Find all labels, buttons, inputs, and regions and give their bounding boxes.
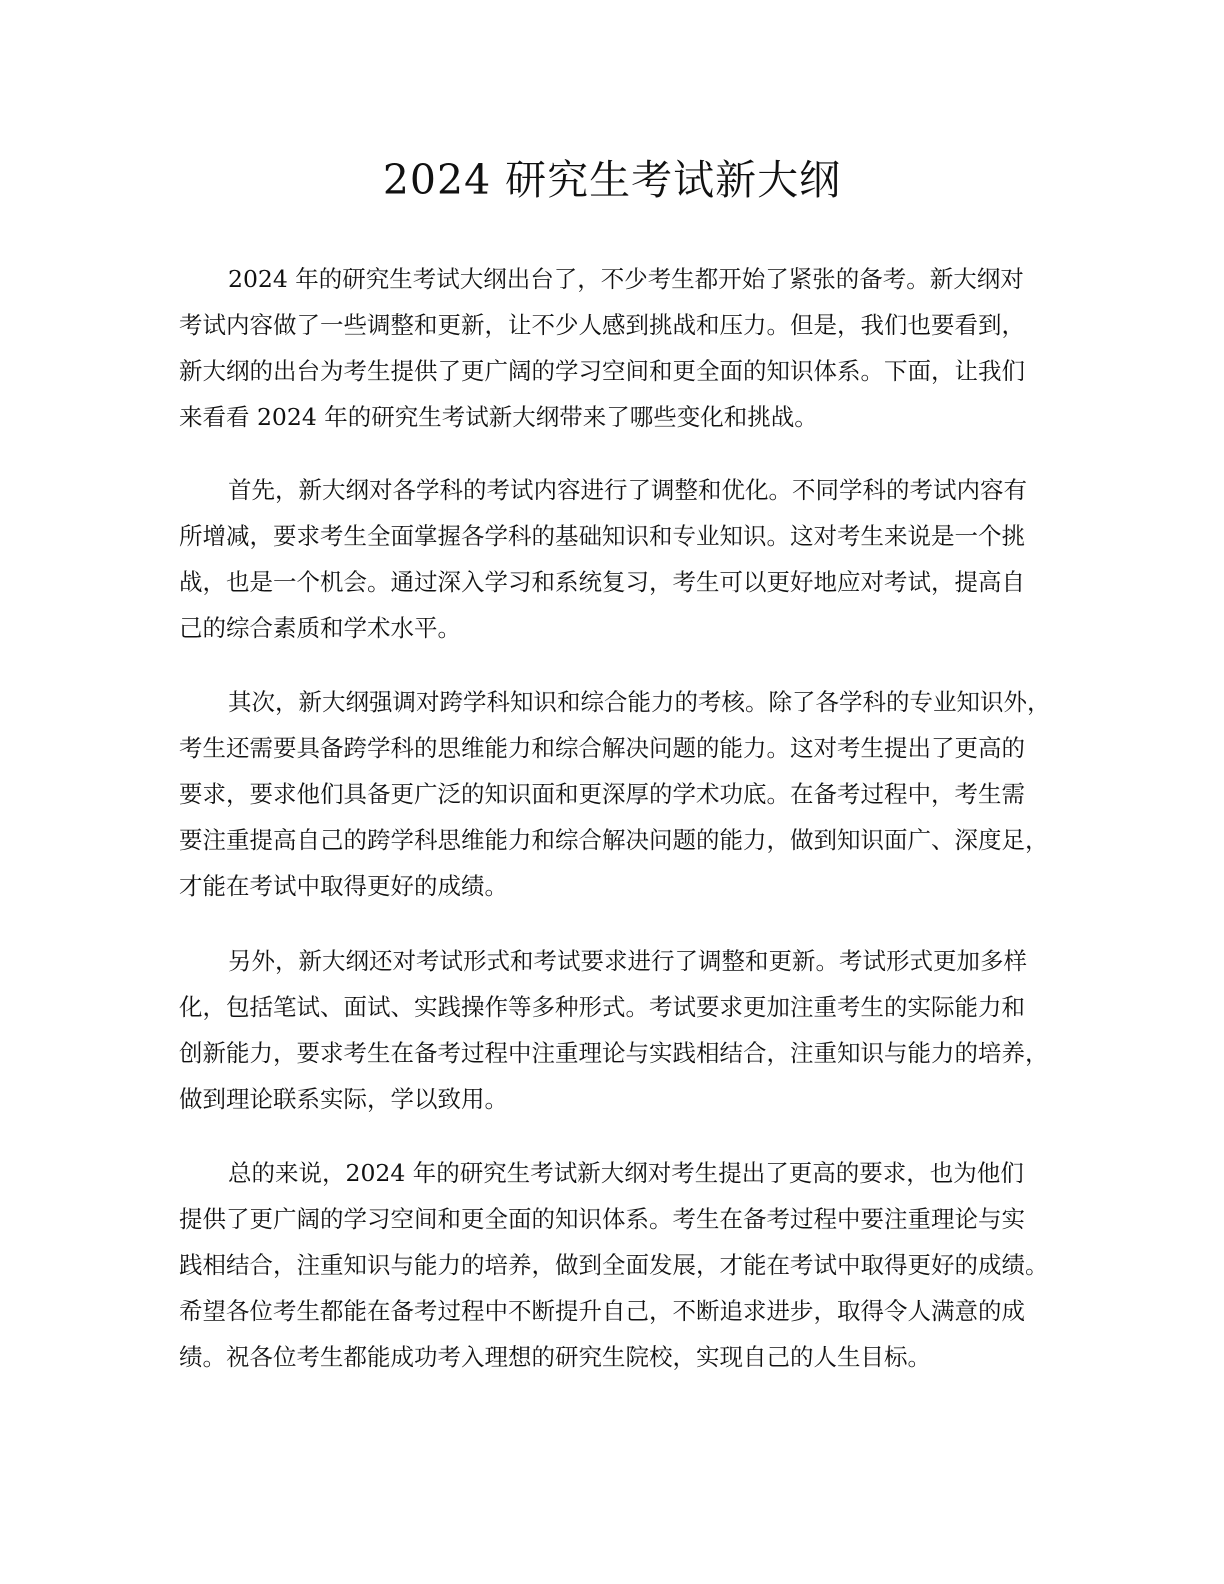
paragraph-intro	[179, 256, 1049, 440]
paragraph-line: 创新能力，要求考生在备考过程中注重理论与实践相结合，注重知识与能力的培养，	[179, 1039, 1049, 1067]
paragraph-line: 新大纲的出台为考生提供了更广阔的学习空间和更全面的知识体系。下面，让我们	[179, 357, 1025, 385]
paragraph-line: 2024 年的研究生考试大纲出台了，不少考生都开始了紧张的备考。新大纲对	[228, 265, 1024, 293]
paragraph-line: 要注重提高自己的跨学科思维能力和综合解决问题的能力，做到知识面广、深度足，	[179, 826, 1049, 854]
paragraph-line: 首先，新大纲对各学科的考试内容进行了调整和优化。不同学科的考试内容有	[228, 476, 1027, 504]
paragraph-line: 战，也是一个机会。通过深入学习和系统复习，考生可以更好地应对考试，提高自	[179, 568, 1025, 596]
paragraph-first-point	[179, 467, 1049, 651]
paragraph-line: 考生还需要具备跨学科的思维能力和综合解决问题的能力。这对考生提出了更高的	[179, 734, 1025, 762]
paragraph-line: 才能在考试中取得更好的成绩。	[179, 872, 508, 900]
paragraph-line: 提供了更广阔的学习空间和更全面的知识体系。考生在备考过程中要注重理论与实	[179, 1205, 1025, 1233]
paragraph-line: 另外，新大纲还对考试形式和考试要求进行了调整和更新。考试形式更加多样	[228, 947, 1027, 975]
paragraph-line: 化，包括笔试、面试、实践操作等多种形式。考试要求更加注重考生的实际能力和	[179, 993, 1025, 1021]
paragraph-line: 总的来说，2024 年的研究生考试新大纲对考生提出了更高的要求，也为他们	[228, 1159, 1024, 1187]
paragraph-line: 践相结合，注重知识与能力的培养，做到全面发展，才能在考试中取得更好的成绩。	[179, 1251, 1049, 1279]
paragraph-line: 所增减，要求考生全面掌握各学科的基础知识和专业知识。这对考生来说是一个挑	[179, 522, 1025, 550]
paragraph-line: 做到理论联系实际，学以致用。	[179, 1085, 508, 1113]
paragraph-line: 其次，新大纲强调对跨学科知识和综合能力的考核。除了各学科的专业知识外，	[228, 688, 1051, 716]
paragraph-line: 来看看 2024 年的研究生考试新大纲带来了哪些变化和挑战。	[179, 403, 818, 431]
paragraph-line: 己的综合素质和学术水平。	[179, 614, 461, 642]
paragraph-line: 希望各位考生都能在备考过程中不断提升自己，不断追求进步，取得令人满意的成	[179, 1297, 1025, 1325]
paragraph-conclusion	[179, 1150, 1049, 1380]
paragraph-third-point	[179, 938, 1049, 1122]
paragraph-second-point	[179, 679, 1049, 909]
document-title: 2024 研究生考试新大纲	[382, 156, 842, 204]
paragraph-line: 要求，要求他们具备更广泛的知识面和更深厚的学术功底。在备考过程中，考生需	[179, 780, 1025, 808]
paragraph-line: 考试内容做了一些调整和更新，让不少人感到挑战和压力。但是，我们也要看到，	[179, 311, 1025, 339]
paragraph-line: 绩。祝各位考生都能成功考入理想的研究生院校，实现自己的人生目标。	[179, 1343, 931, 1371]
